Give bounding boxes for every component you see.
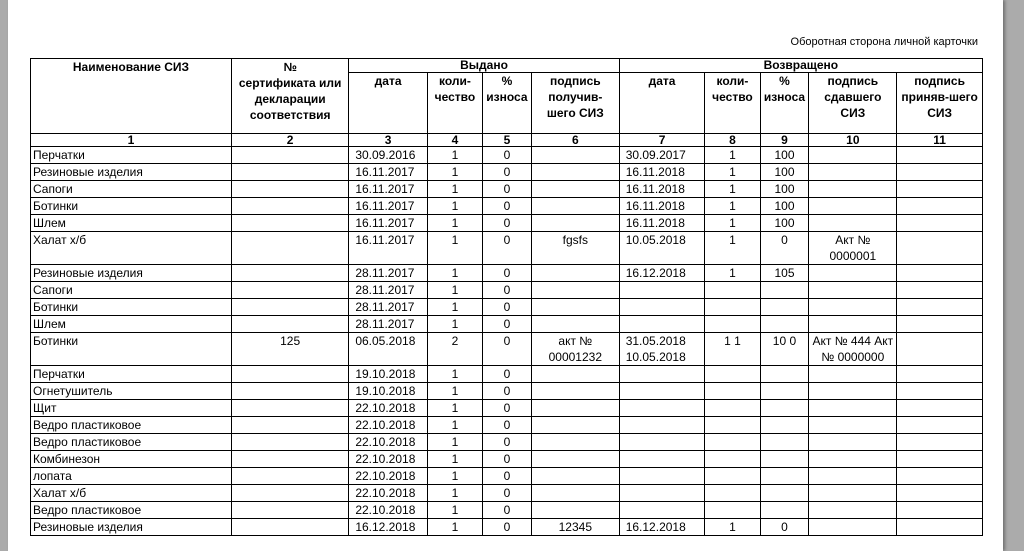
- cell-certificate: [231, 164, 348, 181]
- cell-returned-date: [619, 485, 705, 502]
- cell-item-name: Ботинки: [31, 198, 232, 215]
- cell-issued-qty: 1: [427, 485, 482, 502]
- cell-returner-signature: [809, 299, 897, 316]
- cell-returned-date: [619, 383, 705, 400]
- header-row-numbers: [31, 134, 983, 147]
- cell-issued-wear: 0: [482, 519, 531, 536]
- cell-issued-qty: 1: [427, 265, 482, 282]
- cell-returned-wear: 100: [760, 215, 809, 232]
- cell-item-name: Ботинки: [31, 333, 232, 366]
- cell-issued-qty: 2: [427, 333, 482, 366]
- cell-issued-wear: 0: [482, 316, 531, 333]
- cell-issued-qty: 1: [427, 299, 482, 316]
- cell-certificate: [231, 198, 348, 215]
- cell-recipient-signature: [531, 181, 619, 198]
- cell-issued-date: 22.10.2018: [349, 485, 428, 502]
- cell-item-name: Ботинки: [31, 299, 232, 316]
- table-row: [31, 265, 983, 282]
- header-row-group: [31, 59, 983, 73]
- cell-issued-date: 16.11.2017: [349, 181, 428, 198]
- cell-certificate: [231, 434, 348, 451]
- cell-issued-qty: 1: [427, 417, 482, 434]
- cell-issued-qty: 1: [427, 198, 482, 215]
- cell-acceptor-signature: [897, 383, 983, 400]
- cell-issued-wear: 0: [482, 468, 531, 485]
- table-row: [31, 502, 983, 519]
- header-issued-date: дата: [349, 73, 428, 134]
- cell-recipient-signature: [531, 383, 619, 400]
- table-body: [31, 147, 983, 536]
- cell-returner-signature: [809, 181, 897, 198]
- cell-recipient-signature: [531, 468, 619, 485]
- cell-issued-date: 22.10.2018: [349, 502, 428, 519]
- cell-returned-wear: [760, 417, 809, 434]
- table-row: [31, 232, 983, 265]
- cell-acceptor-signature: [897, 366, 983, 383]
- page-caption: Оборотная сторона личной карточки: [790, 36, 978, 48]
- cell-item-name: Халат х/б: [31, 232, 232, 265]
- cell-issued-wear: 0: [482, 502, 531, 519]
- table-row: [31, 400, 983, 417]
- cell-returner-signature: [809, 198, 897, 215]
- cell-acceptor-signature: [897, 502, 983, 519]
- cell-returned-qty: [705, 502, 760, 519]
- cell-issued-wear: 0: [482, 282, 531, 299]
- cell-recipient-signature: [531, 485, 619, 502]
- cell-returner-signature: [809, 366, 897, 383]
- cell-returner-signature: [809, 468, 897, 485]
- cell-acceptor-signature: [897, 485, 983, 502]
- cell-returned-wear: 105: [760, 265, 809, 282]
- header-certificate-text: сертификата или декларации соответствия: [238, 76, 342, 122]
- cell-returned-qty: 1: [705, 265, 760, 282]
- cell-issued-wear: 0: [482, 383, 531, 400]
- table-row: [31, 282, 983, 299]
- cell-returned-date: 16.11.2018: [619, 198, 705, 215]
- cell-returned-qty: [705, 468, 760, 485]
- cell-returned-qty: [705, 282, 760, 299]
- cell-issued-date: 06.05.2018: [349, 333, 428, 366]
- cell-returner-signature: Акт № 444 Акт № 0000000: [809, 333, 897, 366]
- cell-issued-qty: 1: [427, 434, 482, 451]
- cell-returned-wear: 0: [760, 232, 809, 265]
- cell-returned-wear: [760, 299, 809, 316]
- table-row: [31, 333, 983, 366]
- header-acceptor-signature: подпись приняв-шего СИЗ: [897, 73, 983, 134]
- cell-returned-date: [619, 434, 705, 451]
- cell-item-name: Ведро пластиковое: [31, 502, 232, 519]
- cell-issued-qty: 1: [427, 164, 482, 181]
- cell-acceptor-signature: [897, 519, 983, 536]
- cell-issued-wear: 0: [482, 181, 531, 198]
- cell-returner-signature: [809, 383, 897, 400]
- header-returned-date: дата: [619, 73, 705, 134]
- cell-acceptor-signature: [897, 147, 983, 164]
- cell-recipient-signature: [531, 434, 619, 451]
- cell-acceptor-signature: [897, 400, 983, 417]
- cell-issued-qty: 1: [427, 147, 482, 164]
- cell-issued-qty: 1: [427, 519, 482, 536]
- column-number: 8: [705, 134, 760, 147]
- cell-issued-wear: 0: [482, 147, 531, 164]
- cell-returner-signature: [809, 434, 897, 451]
- cell-issued-date: 28.11.2017: [349, 282, 428, 299]
- cell-acceptor-signature: [897, 198, 983, 215]
- cell-acceptor-signature: [897, 451, 983, 468]
- cell-returned-date: [619, 502, 705, 519]
- cell-returned-qty: 1: [705, 232, 760, 265]
- table-row: [31, 316, 983, 333]
- table-row: [31, 383, 983, 400]
- column-number: 7: [619, 134, 705, 147]
- cell-issued-date: 16.12.2018: [349, 519, 428, 536]
- cell-issued-date: 16.11.2017: [349, 164, 428, 181]
- cell-returned-qty: [705, 434, 760, 451]
- cell-returner-signature: [809, 265, 897, 282]
- column-number: 1: [31, 134, 232, 147]
- column-number: 3: [349, 134, 428, 147]
- cell-item-name: Сапоги: [31, 181, 232, 198]
- cell-issued-date: 16.11.2017: [349, 232, 428, 265]
- cell-certificate: [231, 366, 348, 383]
- cell-issued-wear: 0: [482, 299, 531, 316]
- cell-certificate: [231, 299, 348, 316]
- cell-acceptor-signature: [897, 434, 983, 451]
- cell-returned-date: [619, 282, 705, 299]
- cell-issued-date: 22.10.2018: [349, 451, 428, 468]
- cell-issued-wear: 0: [482, 434, 531, 451]
- cell-returner-signature: [809, 215, 897, 232]
- cell-item-name: Халат х/б: [31, 485, 232, 502]
- cell-returned-wear: [760, 502, 809, 519]
- cell-issued-date: 28.11.2017: [349, 316, 428, 333]
- cell-returned-wear: 0: [760, 519, 809, 536]
- header-name: Наименование СИЗ: [31, 59, 232, 134]
- cell-returned-qty: [705, 451, 760, 468]
- column-number: 2: [231, 134, 348, 147]
- column-number: 6: [531, 134, 619, 147]
- cell-returned-date: [619, 366, 705, 383]
- cell-recipient-signature: [531, 400, 619, 417]
- cell-returned-qty: 1: [705, 181, 760, 198]
- cell-returned-wear: 100: [760, 164, 809, 181]
- cell-recipient-signature: [531, 215, 619, 232]
- cell-returned-qty: [705, 366, 760, 383]
- cell-recipient-signature: fgsfs: [531, 232, 619, 265]
- cell-acceptor-signature: [897, 265, 983, 282]
- table-row: [31, 366, 983, 383]
- cell-returned-date: 31.05.2018 10.05.2018: [619, 333, 705, 366]
- table-row: [31, 434, 983, 451]
- cell-returner-signature: [809, 451, 897, 468]
- cell-returner-signature: [809, 164, 897, 181]
- cell-item-name: лопата: [31, 468, 232, 485]
- cell-item-name: Щит: [31, 400, 232, 417]
- cell-issued-qty: 1: [427, 502, 482, 519]
- table-row: [31, 299, 983, 316]
- cell-recipient-signature: [531, 316, 619, 333]
- cell-issued-qty: 1: [427, 366, 482, 383]
- column-number: 10: [809, 134, 897, 147]
- cell-issued-wear: 0: [482, 366, 531, 383]
- cell-certificate: [231, 265, 348, 282]
- cell-certificate: [231, 468, 348, 485]
- cell-issued-date: 30.09.2016: [349, 147, 428, 164]
- cell-recipient-signature: [531, 164, 619, 181]
- cell-issued-date: 22.10.2018: [349, 468, 428, 485]
- cell-returned-date: 10.05.2018: [619, 232, 705, 265]
- cell-issued-wear: 0: [482, 400, 531, 417]
- cell-issued-wear: 0: [482, 215, 531, 232]
- table-row: [31, 164, 983, 181]
- cell-issued-qty: 1: [427, 400, 482, 417]
- cell-returner-signature: [809, 316, 897, 333]
- cell-issued-wear: 0: [482, 451, 531, 468]
- cell-issued-qty: 1: [427, 282, 482, 299]
- cell-acceptor-signature: [897, 417, 983, 434]
- report-page: [8, 0, 1003, 551]
- cell-certificate: 125: [231, 333, 348, 366]
- header-issued-wear: % износа: [482, 73, 531, 134]
- table-row: [31, 147, 983, 164]
- header-recipient-signature: подпись получив-шего СИЗ: [531, 73, 619, 134]
- cell-recipient-signature: [531, 366, 619, 383]
- cell-issued-date: 19.10.2018: [349, 383, 428, 400]
- header-returner-signature: подпись сдавшего СИЗ: [809, 73, 897, 134]
- column-number: 5: [482, 134, 531, 147]
- cell-issued-date: 22.10.2018: [349, 417, 428, 434]
- cell-item-name: Перчатки: [31, 147, 232, 164]
- cell-returned-qty: [705, 400, 760, 417]
- table-row: [31, 451, 983, 468]
- cell-returned-wear: [760, 400, 809, 417]
- cell-returned-date: 30.09.2017: [619, 147, 705, 164]
- cell-returned-qty: [705, 299, 760, 316]
- cell-issued-date: 22.10.2018: [349, 400, 428, 417]
- cell-returned-wear: [760, 282, 809, 299]
- cell-returner-signature: [809, 502, 897, 519]
- cell-returned-qty: 1: [705, 164, 760, 181]
- cell-issued-wear: 0: [482, 417, 531, 434]
- cell-returned-date: 16.12.2018: [619, 265, 705, 282]
- cell-recipient-signature: [531, 265, 619, 282]
- cell-issued-wear: 0: [482, 164, 531, 181]
- cell-issued-date: 28.11.2017: [349, 299, 428, 316]
- cell-issued-date: 19.10.2018: [349, 366, 428, 383]
- column-number: 4: [427, 134, 482, 147]
- cell-returned-date: [619, 468, 705, 485]
- cell-returned-qty: [705, 316, 760, 333]
- cell-returned-wear: [760, 316, 809, 333]
- cell-returned-wear: [760, 366, 809, 383]
- cell-returned-wear: [760, 451, 809, 468]
- cell-certificate: [231, 383, 348, 400]
- cell-returned-date: [619, 400, 705, 417]
- cell-returned-wear: 100: [760, 147, 809, 164]
- cell-acceptor-signature: [897, 316, 983, 333]
- cell-recipient-signature: [531, 502, 619, 519]
- cell-returned-date: [619, 316, 705, 333]
- cell-acceptor-signature: [897, 468, 983, 485]
- cell-returned-qty: 1: [705, 215, 760, 232]
- cell-issued-qty: 1: [427, 383, 482, 400]
- cell-returned-date: [619, 299, 705, 316]
- cell-returner-signature: [809, 147, 897, 164]
- cell-certificate: [231, 215, 348, 232]
- header-returned-wear: % износа: [760, 73, 809, 134]
- cell-acceptor-signature: [897, 282, 983, 299]
- header-certificate-no: №: [283, 60, 297, 74]
- cell-issued-qty: 1: [427, 451, 482, 468]
- cell-issued-qty: 1: [427, 232, 482, 265]
- cell-recipient-signature: 12345: [531, 519, 619, 536]
- cell-returned-date: 16.11.2018: [619, 215, 705, 232]
- cell-certificate: [231, 181, 348, 198]
- cell-returned-wear: 10 0: [760, 333, 809, 366]
- cell-certificate: [231, 232, 348, 265]
- cell-issued-wear: 0: [482, 333, 531, 366]
- cell-item-name: Ведро пластиковое: [31, 434, 232, 451]
- cell-returned-wear: 100: [760, 181, 809, 198]
- cell-certificate: [231, 485, 348, 502]
- table-row: [31, 417, 983, 434]
- cell-returner-signature: Акт № 0000001: [809, 232, 897, 265]
- cell-certificate: [231, 417, 348, 434]
- ppe-card-table: [30, 58, 983, 536]
- cell-issued-wear: 0: [482, 485, 531, 502]
- cell-item-name: Комбинезон: [31, 451, 232, 468]
- cell-returner-signature: [809, 485, 897, 502]
- cell-returned-qty: [705, 485, 760, 502]
- cell-certificate: [231, 316, 348, 333]
- cell-item-name: Шлем: [31, 215, 232, 232]
- column-number: 11: [897, 134, 983, 147]
- cell-issued-date: 16.11.2017: [349, 198, 428, 215]
- table-row: [31, 198, 983, 215]
- cell-returned-date: 16.11.2018: [619, 181, 705, 198]
- cell-issued-qty: 1: [427, 316, 482, 333]
- cell-acceptor-signature: [897, 215, 983, 232]
- cell-recipient-signature: [531, 417, 619, 434]
- cell-acceptor-signature: [897, 232, 983, 265]
- cell-certificate: [231, 282, 348, 299]
- cell-certificate: [231, 519, 348, 536]
- cell-issued-qty: 1: [427, 468, 482, 485]
- cell-certificate: [231, 502, 348, 519]
- header-returned-qty: коли-чество: [705, 73, 760, 134]
- cell-recipient-signature: [531, 282, 619, 299]
- cell-acceptor-signature: [897, 164, 983, 181]
- cell-item-name: Резиновые изделия: [31, 265, 232, 282]
- cell-returned-wear: 100: [760, 198, 809, 215]
- cell-acceptor-signature: [897, 333, 983, 366]
- cell-issued-wear: 0: [482, 265, 531, 282]
- cell-returner-signature: [809, 519, 897, 536]
- cell-returner-signature: [809, 282, 897, 299]
- cell-recipient-signature: [531, 147, 619, 164]
- cell-returned-date: [619, 417, 705, 434]
- cell-item-name: Огнетушитель: [31, 383, 232, 400]
- cell-certificate: [231, 400, 348, 417]
- header-issued-group: Выдано: [349, 59, 619, 73]
- cell-returned-qty: [705, 383, 760, 400]
- cell-returned-wear: [760, 485, 809, 502]
- cell-issued-qty: 1: [427, 181, 482, 198]
- cell-returned-qty: [705, 417, 760, 434]
- table-row: [31, 215, 983, 232]
- cell-item-name: Ведро пластиковое: [31, 417, 232, 434]
- cell-returned-date: [619, 451, 705, 468]
- cell-issued-date: 22.10.2018: [349, 434, 428, 451]
- header-returned-group: Возвращено: [619, 59, 982, 73]
- cell-returned-wear: [760, 468, 809, 485]
- cell-item-name: Шлем: [31, 316, 232, 333]
- cell-issued-wear: 0: [482, 198, 531, 215]
- cell-issued-date: 28.11.2017: [349, 265, 428, 282]
- cell-certificate: [231, 451, 348, 468]
- cell-returned-qty: 1 1: [705, 333, 760, 366]
- cell-returned-date: 16.11.2018: [619, 164, 705, 181]
- cell-returned-wear: [760, 434, 809, 451]
- table-row: [31, 468, 983, 485]
- cell-acceptor-signature: [897, 299, 983, 316]
- cell-recipient-signature: акт № 00001232: [531, 333, 619, 366]
- cell-item-name: Резиновые изделия: [31, 519, 232, 536]
- cell-returner-signature: [809, 417, 897, 434]
- cell-recipient-signature: [531, 299, 619, 316]
- cell-returner-signature: [809, 400, 897, 417]
- cell-acceptor-signature: [897, 181, 983, 198]
- cell-issued-qty: 1: [427, 215, 482, 232]
- cell-certificate: [231, 147, 348, 164]
- header-issued-qty: коли-чество: [427, 73, 482, 134]
- cell-item-name: Перчатки: [31, 366, 232, 383]
- cell-issued-date: 16.11.2017: [349, 215, 428, 232]
- cell-item-name: Сапоги: [31, 282, 232, 299]
- cell-returned-qty: 1: [705, 198, 760, 215]
- cell-recipient-signature: [531, 451, 619, 468]
- cell-returned-qty: 1: [705, 147, 760, 164]
- cell-returned-wear: [760, 383, 809, 400]
- cell-item-name: Резиновые изделия: [31, 164, 232, 181]
- cell-returned-date: 16.12.2018: [619, 519, 705, 536]
- cell-recipient-signature: [531, 198, 619, 215]
- cell-returned-qty: 1: [705, 519, 760, 536]
- header-certificate: [231, 59, 348, 134]
- table-row: [31, 485, 983, 502]
- column-number: 9: [760, 134, 809, 147]
- cell-issued-wear: 0: [482, 232, 531, 265]
- table-row: [31, 519, 983, 536]
- table-row: [31, 181, 983, 198]
